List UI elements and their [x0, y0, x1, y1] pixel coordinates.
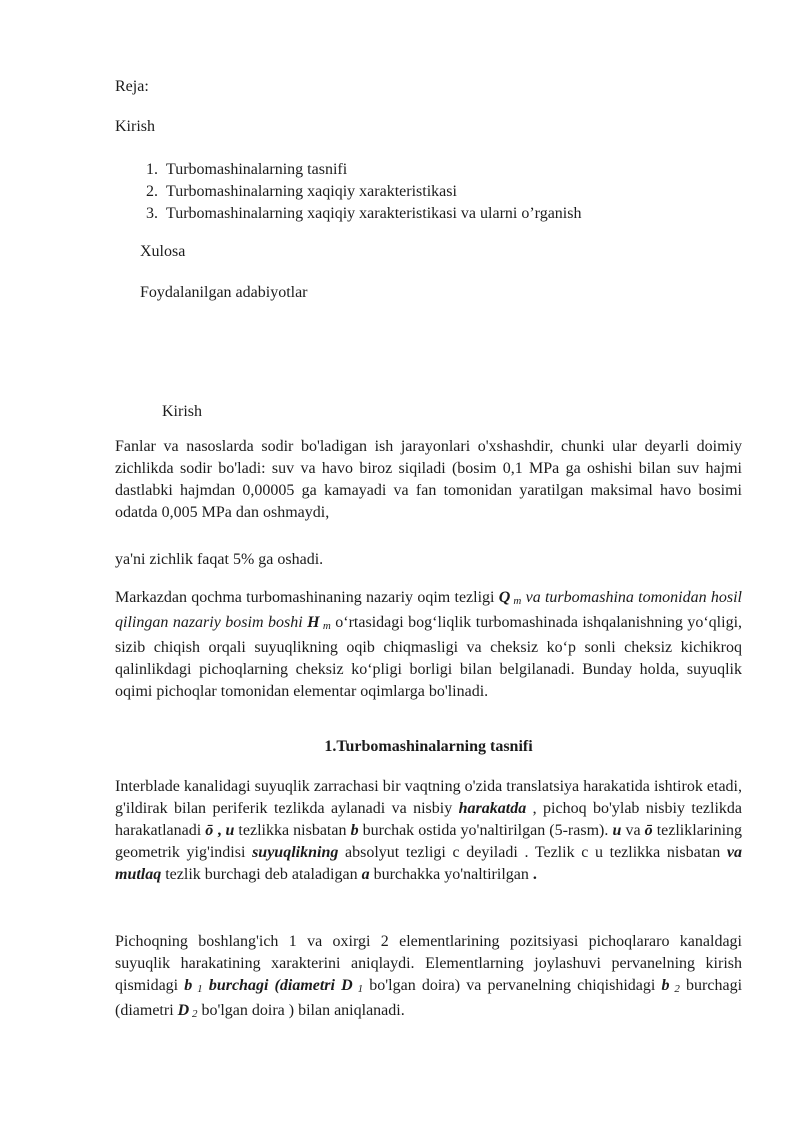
toc-item-3: 3. Turbomashinalarning xaqiqiy xarakteristikasi va ularni o’rganish [162, 203, 789, 225]
paragraph-zichlik: ya'ni zichlik faqat 5% ga oshadi. [115, 551, 324, 568]
paragraph-fanlar: Fanlar va nasoslarda sodir bo'ladigan ish jarayonlari o'xshashdir, chunki ular deyarli doimiy zichlikda sodir bo'ladi: suv va havo biroz siqiladi (bosim 0,1 MPa ga oshishi bilan suv hajmi dastlabki hajmdan 0,00005 ga kamayadi va fan tomonidan yaratilgan maksimal havo bosimi odatda 0,005 MPa dan oshmaydi, [115, 438, 742, 521]
plan-label: Reja: [115, 78, 149, 95]
paragraph-interblade: Interblade kanalidagi suyuqlik zarrachasi bir vaqtning o'zida translatsiya harakatida ishtirok etadi, g'ildirak bilan periferik tezlikda aylanadi va nisbiy harakatda , pichoq bo'ylab nisbiy tezlikda harakatlanadi ō , u tezlikka nisbatan b burchak ostida yo'naltirilgan (5-rasm). u va ō tezliklarining geometrik yig'indisi suyuqlikning absolyut tezligi c deyiladi . Tezlik c u tezlikka nisbatan va mutlaq tezlik burchagi deb ataladigan a burchakka yo'naltirilgan . [115, 778, 743, 883]
intro-heading: Kirish [162, 403, 202, 420]
paragraph-markazdan: Markazdan qochma turbomashinaning nazariy oqim tezligi Q m va turbomashina tomonidan hosil qilingan nazariy bosim boshi H m oʻrtasidagi bogʻliqlik turbomashinada ishqalanishning yoʻqligi, sizib chiqish orqali suyuqlikning oqib chiqmasligi va cheksiz koʻp sonli cheksiz kichikroq qalinlikdagi pichoqlarning cheksiz koʻpligi borligi bilan belgilanadi. Bunday holda, suyuqlik oqimi pichoqlar tomonidan elementar oqimlarga bo'linadi. [115, 589, 743, 700]
toc-item-2: 2. Turbomashinalarning xaqiqiy xarakteristikasi [162, 181, 789, 203]
intro-label: Kirish [115, 118, 155, 135]
paragraph-pichoqning: Pichoqning boshlang'ich 1 va oxirgi 2 elementlarining pozitsiyasi pichoqlararo kanaldagi suyuqlik harakatining xarakterini aniqlaydi. Elementlarning joylashuvi pervanelning kirish qismidagi b 1 burchagi (diametri D 1 bo'lgan doira) va pervanelning chiqishidagi b 2 burchagi (diametri D 2 bo'lgan doira ) bilan aniqlanadi. [115, 933, 743, 1020]
conclusion-label: Xulosa [140, 243, 186, 260]
toc-item-1: 1. Turbomashinalarning tasnifi [162, 159, 789, 181]
toc-list [115, 159, 789, 225]
section-heading: 1.Turbomashinalarning tasnifi [324, 738, 533, 755]
references-label: Foydalanilgan adabiyotlar [140, 284, 308, 301]
